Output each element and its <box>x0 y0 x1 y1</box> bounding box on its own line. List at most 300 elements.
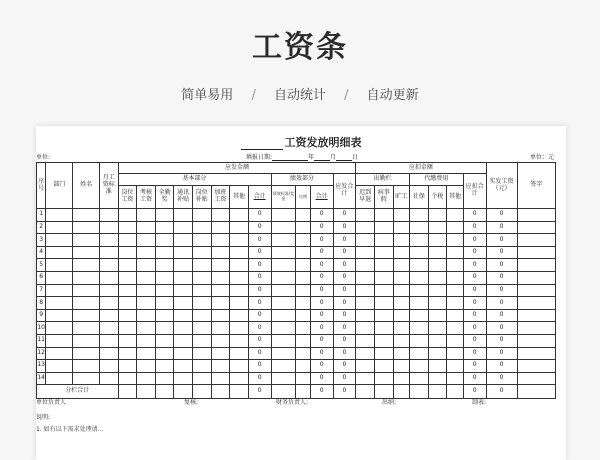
cell-deduct-total: 0 <box>463 221 486 234</box>
cell-basic[interactable] <box>192 372 211 385</box>
cell-basic[interactable] <box>192 309 211 322</box>
cell-dept[interactable] <box>46 334 73 347</box>
cell-dept[interactable] <box>46 372 73 385</box>
cell-basic[interactable] <box>155 209 174 222</box>
cell-deduct[interactable] <box>447 334 464 347</box>
cell-perf-subtotal: 0 <box>310 309 333 322</box>
cell-deduct[interactable] <box>447 246 464 259</box>
cell-basic[interactable] <box>155 259 174 272</box>
cell-ratio[interactable] <box>296 360 310 373</box>
cell-deduct[interactable] <box>410 297 429 310</box>
cell-ratio[interactable] <box>296 284 310 297</box>
cell-basic[interactable] <box>137 334 156 347</box>
cell-deduct[interactable] <box>428 259 447 272</box>
cell-dept[interactable] <box>46 322 73 335</box>
cell-deduct[interactable] <box>410 234 429 247</box>
cell-basic-subtotal: 0 <box>248 221 271 234</box>
cell-deduct[interactable] <box>374 284 393 297</box>
cell-basic[interactable] <box>137 234 156 247</box>
cell-basic[interactable] <box>230 284 249 297</box>
cell-basic[interactable] <box>192 259 211 272</box>
cell-basic[interactable] <box>211 259 230 272</box>
cell-basic[interactable] <box>137 271 156 284</box>
cell-basic[interactable] <box>174 360 193 373</box>
cell-perf-std[interactable] <box>271 322 296 335</box>
cell-dept[interactable] <box>46 284 73 297</box>
cell-basic[interactable] <box>192 297 211 310</box>
cell-name[interactable] <box>73 334 100 347</box>
cell-basic[interactable] <box>174 246 193 259</box>
cell-deduct[interactable] <box>410 360 429 373</box>
cell-deduct[interactable] <box>393 334 410 347</box>
cell-basic[interactable] <box>211 372 230 385</box>
cell-basic[interactable] <box>137 360 156 373</box>
cell-perf-std[interactable] <box>271 309 296 322</box>
cell-basic[interactable] <box>230 347 249 360</box>
cell-ratio[interactable] <box>296 221 310 234</box>
cell-deduct[interactable] <box>410 209 429 222</box>
summary-label: 分栏合计 <box>37 385 119 399</box>
cell-basic[interactable] <box>211 309 230 322</box>
cell-basic[interactable] <box>155 322 174 335</box>
col-ratio: 比例 <box>296 186 310 209</box>
cell-deduct[interactable] <box>356 234 375 247</box>
cell-monthly-std[interactable] <box>100 209 119 222</box>
cell-deduct[interactable] <box>428 209 447 222</box>
cell-basic[interactable] <box>118 259 137 272</box>
cell-basic[interactable] <box>118 360 137 373</box>
cell-basic[interactable] <box>230 209 249 222</box>
cell-deduct[interactable] <box>447 234 464 247</box>
cell-basic[interactable] <box>137 309 156 322</box>
cell-basic[interactable] <box>174 372 193 385</box>
cell-signature[interactable] <box>517 284 555 297</box>
cell-deduct[interactable] <box>356 372 375 385</box>
cell-deduct[interactable] <box>410 246 429 259</box>
group-attendance: 出勤栏 <box>356 174 410 186</box>
cell-deduct[interactable] <box>374 234 393 247</box>
cell-basic[interactable] <box>137 372 156 385</box>
cell-name[interactable] <box>73 309 100 322</box>
cell-basic[interactable] <box>211 209 230 222</box>
cell-monthly-std[interactable] <box>100 234 119 247</box>
cell-perf-std[interactable] <box>271 209 296 222</box>
cell-name[interactable] <box>73 284 100 297</box>
cell-perf-std[interactable] <box>271 259 296 272</box>
cell-basic[interactable] <box>155 360 174 373</box>
cell-net-pay: 0 <box>486 372 517 385</box>
cell-basic[interactable] <box>155 234 174 247</box>
table-row <box>37 297 556 310</box>
cell-deduct[interactable] <box>356 334 375 347</box>
cell-deduct[interactable] <box>374 297 393 310</box>
cell-basic[interactable] <box>192 322 211 335</box>
table-row <box>37 234 556 247</box>
cell-deduct[interactable] <box>374 246 393 259</box>
cell-perf-std[interactable] <box>271 334 296 347</box>
cell-name[interactable] <box>73 360 100 373</box>
cell-deduct[interactable] <box>410 334 429 347</box>
cell-dept[interactable] <box>46 209 73 222</box>
cell-basic[interactable] <box>174 259 193 272</box>
cell-deduct[interactable] <box>374 360 393 373</box>
cell-deduct-total: 0 <box>463 271 486 284</box>
cell-basic[interactable] <box>155 246 174 259</box>
cell-basic[interactable] <box>118 221 137 234</box>
cell-deduct-total: 0 <box>463 372 486 385</box>
cell-basic[interactable] <box>192 246 211 259</box>
cell-deduct[interactable] <box>428 360 447 373</box>
cell-monthly-std[interactable] <box>100 334 119 347</box>
cell-basic-subtotal: 0 <box>248 259 271 272</box>
cell-deduct[interactable] <box>356 259 375 272</box>
cell-basic[interactable] <box>118 322 137 335</box>
cell-deduct[interactable] <box>447 221 464 234</box>
cell-deduct[interactable] <box>374 221 393 234</box>
cell-basic[interactable] <box>155 271 174 284</box>
cell-name[interactable] <box>73 372 100 385</box>
cell-basic[interactable] <box>137 322 156 335</box>
cell-basic[interactable] <box>155 309 174 322</box>
cell-basic[interactable] <box>230 234 249 247</box>
cell-basic[interactable] <box>230 221 249 234</box>
cell-name[interactable] <box>73 259 100 272</box>
cell-perf-subtotal: 0 <box>310 372 333 385</box>
cell-basic[interactable] <box>155 297 174 310</box>
cell-basic[interactable] <box>230 309 249 322</box>
cell-deduct[interactable] <box>447 271 464 284</box>
col-signature: 签字 <box>517 163 555 209</box>
cell-monthly-std[interactable] <box>100 284 119 297</box>
cell-basic[interactable] <box>211 360 230 373</box>
cell-basic[interactable] <box>192 271 211 284</box>
cell-basic[interactable] <box>155 347 174 360</box>
cell-deduct[interactable] <box>393 284 410 297</box>
cell-deduct[interactable] <box>393 322 410 335</box>
cell-signature[interactable] <box>517 297 555 310</box>
cell-deduct[interactable] <box>428 334 447 347</box>
cell-perf-std[interactable] <box>271 347 296 360</box>
cell-ratio[interactable] <box>296 372 310 385</box>
cell-basic[interactable] <box>118 234 137 247</box>
cell-basic[interactable] <box>192 347 211 360</box>
cell-basic[interactable] <box>137 259 156 272</box>
cell-basic-subtotal: 0 <box>248 297 271 310</box>
cell-deduct[interactable] <box>447 347 464 360</box>
cell-signature[interactable] <box>517 360 555 373</box>
cell-deduct[interactable] <box>447 372 464 385</box>
cell-name[interactable] <box>73 297 100 310</box>
cell-monthly-std[interactable] <box>100 259 119 272</box>
cell-monthly-std[interactable] <box>100 309 119 322</box>
cell-perf-subtotal: 0 <box>310 360 333 373</box>
cell-basic[interactable] <box>192 334 211 347</box>
cell-basic[interactable] <box>192 221 211 234</box>
cell-ratio[interactable] <box>296 334 310 347</box>
cell-signature[interactable] <box>517 322 555 335</box>
cell-deduct[interactable] <box>428 347 447 360</box>
cell-basic[interactable] <box>118 209 137 222</box>
cell-deduct[interactable] <box>447 209 464 222</box>
cell-deduct[interactable] <box>410 322 429 335</box>
cell-basic[interactable] <box>230 259 249 272</box>
cell-ratio[interactable] <box>296 347 310 360</box>
cell-basic[interactable] <box>137 221 156 234</box>
cell-dept[interactable] <box>46 347 73 360</box>
cell-perf-std[interactable] <box>271 271 296 284</box>
cell-deduct[interactable] <box>356 246 375 259</box>
summary-payable: 0 <box>333 385 356 399</box>
title-blank[interactable] <box>241 139 283 150</box>
cell-perf-std[interactable] <box>271 221 296 234</box>
cell-deduct[interactable] <box>428 234 447 247</box>
cell-basic[interactable] <box>118 334 137 347</box>
cell-deduct[interactable] <box>393 271 410 284</box>
cell-perf-std[interactable] <box>271 284 296 297</box>
cell-deduct[interactable] <box>428 221 447 234</box>
cell-deduct[interactable] <box>393 347 410 360</box>
cell-dept[interactable] <box>46 309 73 322</box>
cell-basic[interactable] <box>230 271 249 284</box>
cell-basic[interactable] <box>118 297 137 310</box>
cell-basic[interactable] <box>118 271 137 284</box>
cell-deduct[interactable] <box>447 309 464 322</box>
cell-monthly-std[interactable] <box>100 221 119 234</box>
cell-basic[interactable] <box>211 322 230 335</box>
cell-name[interactable] <box>73 347 100 360</box>
cell-dept[interactable] <box>46 297 73 310</box>
cell-basic[interactable] <box>192 360 211 373</box>
cell-deduct[interactable] <box>393 234 410 247</box>
cell-monthly-std[interactable] <box>100 246 119 259</box>
cell-deduct[interactable] <box>374 271 393 284</box>
cell-basic[interactable] <box>174 322 193 335</box>
cell-name[interactable] <box>73 322 100 335</box>
cell-deduct[interactable] <box>356 347 375 360</box>
cell-deduct[interactable] <box>428 284 447 297</box>
cell-deduct[interactable] <box>410 221 429 234</box>
cell-basic[interactable] <box>211 234 230 247</box>
cell-deduct[interactable] <box>393 246 410 259</box>
cell-deduct[interactable] <box>356 322 375 335</box>
cell-dept[interactable] <box>46 271 73 284</box>
cell-deduct[interactable] <box>393 221 410 234</box>
cell-basic-subtotal: 0 <box>248 347 271 360</box>
cell-basic[interactable] <box>137 297 156 310</box>
cell-basic[interactable] <box>230 372 249 385</box>
cell-deduct[interactable] <box>410 372 429 385</box>
cell-basic[interactable] <box>155 334 174 347</box>
cell-signature[interactable] <box>517 246 555 259</box>
cell-deduct[interactable] <box>356 360 375 373</box>
cell-deduct[interactable] <box>410 271 429 284</box>
cell-deduct[interactable] <box>356 297 375 310</box>
cell-basic[interactable] <box>211 297 230 310</box>
cell-dept[interactable] <box>46 246 73 259</box>
cell-signature[interactable] <box>517 221 555 234</box>
unit-yuan: 单位：元 <box>529 154 554 161</box>
cell-name[interactable] <box>73 271 100 284</box>
cell-monthly-std[interactable] <box>100 322 119 335</box>
cell-basic[interactable] <box>230 322 249 335</box>
cell-deduct[interactable] <box>393 309 410 322</box>
cell-deduct[interactable] <box>356 284 375 297</box>
cell-basic[interactable] <box>211 334 230 347</box>
cell-deduct[interactable] <box>374 322 393 335</box>
cell-basic[interactable] <box>192 234 211 247</box>
cell-perf-std[interactable] <box>271 297 296 310</box>
cell-basic[interactable] <box>174 284 193 297</box>
cell-basic[interactable] <box>174 221 193 234</box>
cell-deduct[interactable] <box>410 284 429 297</box>
cell-basic[interactable] <box>192 284 211 297</box>
cell-deduct[interactable] <box>447 284 464 297</box>
table-row <box>37 360 556 373</box>
cell-basic[interactable] <box>174 334 193 347</box>
cell-deduct[interactable] <box>410 309 429 322</box>
cell-monthly-std[interactable] <box>100 372 119 385</box>
cell-deduct[interactable] <box>356 209 375 222</box>
cell-signature[interactable] <box>517 372 555 385</box>
cell-basic[interactable] <box>118 246 137 259</box>
cell-name[interactable] <box>73 221 100 234</box>
cell-deduct[interactable] <box>447 360 464 373</box>
cell-monthly-std[interactable] <box>100 360 119 373</box>
cell-dept[interactable] <box>46 221 73 234</box>
cell-basic[interactable] <box>155 372 174 385</box>
cell-dept[interactable] <box>46 259 73 272</box>
cell-basic[interactable] <box>211 246 230 259</box>
cell-deduct[interactable] <box>393 209 410 222</box>
cell-deduct[interactable] <box>374 309 393 322</box>
cell-deduct[interactable] <box>428 372 447 385</box>
cell-basic[interactable] <box>211 347 230 360</box>
cell-monthly-std[interactable] <box>100 271 119 284</box>
table-row <box>37 322 556 335</box>
cell-basic[interactable] <box>174 309 193 322</box>
cell-basic[interactable] <box>155 221 174 234</box>
cell-deduct[interactable] <box>356 309 375 322</box>
cell-basic[interactable] <box>137 284 156 297</box>
cell-name[interactable] <box>73 246 100 259</box>
cell-deduct[interactable] <box>374 347 393 360</box>
group-deduct: 应扣金额 <box>356 163 486 174</box>
cell-deduct[interactable] <box>447 297 464 310</box>
cell-ratio[interactable] <box>296 259 310 272</box>
cell-basic[interactable] <box>137 209 156 222</box>
cell-basic[interactable] <box>211 221 230 234</box>
cell-basic[interactable] <box>174 347 193 360</box>
cell-perf-std[interactable] <box>271 360 296 373</box>
cell-deduct[interactable] <box>374 372 393 385</box>
cell-basic[interactable] <box>174 234 193 247</box>
cell-net-pay: 0 <box>486 221 517 234</box>
cell-deduct[interactable] <box>374 209 393 222</box>
tagline-auto-stat: 自动统计 <box>273 88 326 103</box>
cell-basic[interactable] <box>211 284 230 297</box>
cell-basic[interactable] <box>155 284 174 297</box>
cell-deduct[interactable] <box>374 334 393 347</box>
cell-signature[interactable] <box>517 309 555 322</box>
cell-basic[interactable] <box>174 297 193 310</box>
cell-name[interactable] <box>73 234 100 247</box>
cell-deduct[interactable] <box>356 221 375 234</box>
cell-deduct-total: 0 <box>463 284 486 297</box>
cell-signature[interactable] <box>517 271 555 284</box>
cell-deduct[interactable] <box>374 259 393 272</box>
cell-deduct[interactable] <box>428 246 447 259</box>
cell-deduct[interactable] <box>393 360 410 373</box>
cell-ratio[interactable] <box>296 322 310 335</box>
cell-basic[interactable] <box>174 209 193 222</box>
cell-ratio[interactable] <box>296 234 310 247</box>
cell-ratio[interactable] <box>296 309 310 322</box>
cell-monthly-std[interactable] <box>100 347 119 360</box>
cell-signature[interactable] <box>517 259 555 272</box>
cell-perf-std[interactable] <box>271 234 296 247</box>
cell-payable-total: 0 <box>333 259 356 272</box>
cell-ratio[interactable] <box>296 297 310 310</box>
cell-deduct[interactable] <box>428 322 447 335</box>
cell-basic-subtotal: 0 <box>248 334 271 347</box>
cell-basic[interactable] <box>230 360 249 373</box>
cell-deduct[interactable] <box>393 372 410 385</box>
cell-perf-subtotal: 0 <box>310 297 333 310</box>
cell-basic[interactable] <box>230 246 249 259</box>
cell-payable-total: 0 <box>333 271 356 284</box>
cell-perf-std[interactable] <box>271 372 296 385</box>
cell-basic[interactable] <box>230 297 249 310</box>
cell-perf-subtotal: 0 <box>310 259 333 272</box>
cell-basic[interactable] <box>118 284 137 297</box>
cell-basic[interactable] <box>118 372 137 385</box>
cell-signature[interactable] <box>517 334 555 347</box>
cell-basic[interactable] <box>118 309 137 322</box>
cell-perf-std[interactable] <box>271 246 296 259</box>
cell-deduct[interactable] <box>356 271 375 284</box>
cell-deduct[interactable] <box>428 309 447 322</box>
cell-signature[interactable] <box>517 347 555 360</box>
cell-deduct[interactable] <box>410 347 429 360</box>
table-row <box>37 372 556 385</box>
cell-dept[interactable] <box>46 360 73 373</box>
row-seq: 7 <box>37 284 46 297</box>
cell-basic[interactable] <box>230 334 249 347</box>
cell-basic[interactable] <box>118 347 137 360</box>
cell-basic[interactable] <box>137 246 156 259</box>
cell-signature[interactable] <box>517 234 555 247</box>
cell-ratio[interactable] <box>296 209 310 222</box>
cell-deduct[interactable] <box>410 259 429 272</box>
cell-basic[interactable] <box>174 271 193 284</box>
cell-deduct[interactable] <box>428 297 447 310</box>
cell-basic[interactable] <box>192 209 211 222</box>
cell-signature[interactable] <box>517 209 555 222</box>
cell-ratio[interactable] <box>296 271 310 284</box>
cell-deduct[interactable] <box>447 322 464 335</box>
cell-monthly-std[interactable] <box>100 297 119 310</box>
cell-deduct[interactable] <box>447 259 464 272</box>
cell-deduct[interactable] <box>393 297 410 310</box>
cell-ratio[interactable] <box>296 246 310 259</box>
cell-deduct[interactable] <box>393 259 410 272</box>
cell-perf-subtotal: 0 <box>310 246 333 259</box>
cell-dept[interactable] <box>46 234 73 247</box>
cell-deduct[interactable] <box>428 271 447 284</box>
cell-basic[interactable] <box>211 271 230 284</box>
cell-name[interactable] <box>73 209 100 222</box>
cell-basic[interactable] <box>137 347 156 360</box>
